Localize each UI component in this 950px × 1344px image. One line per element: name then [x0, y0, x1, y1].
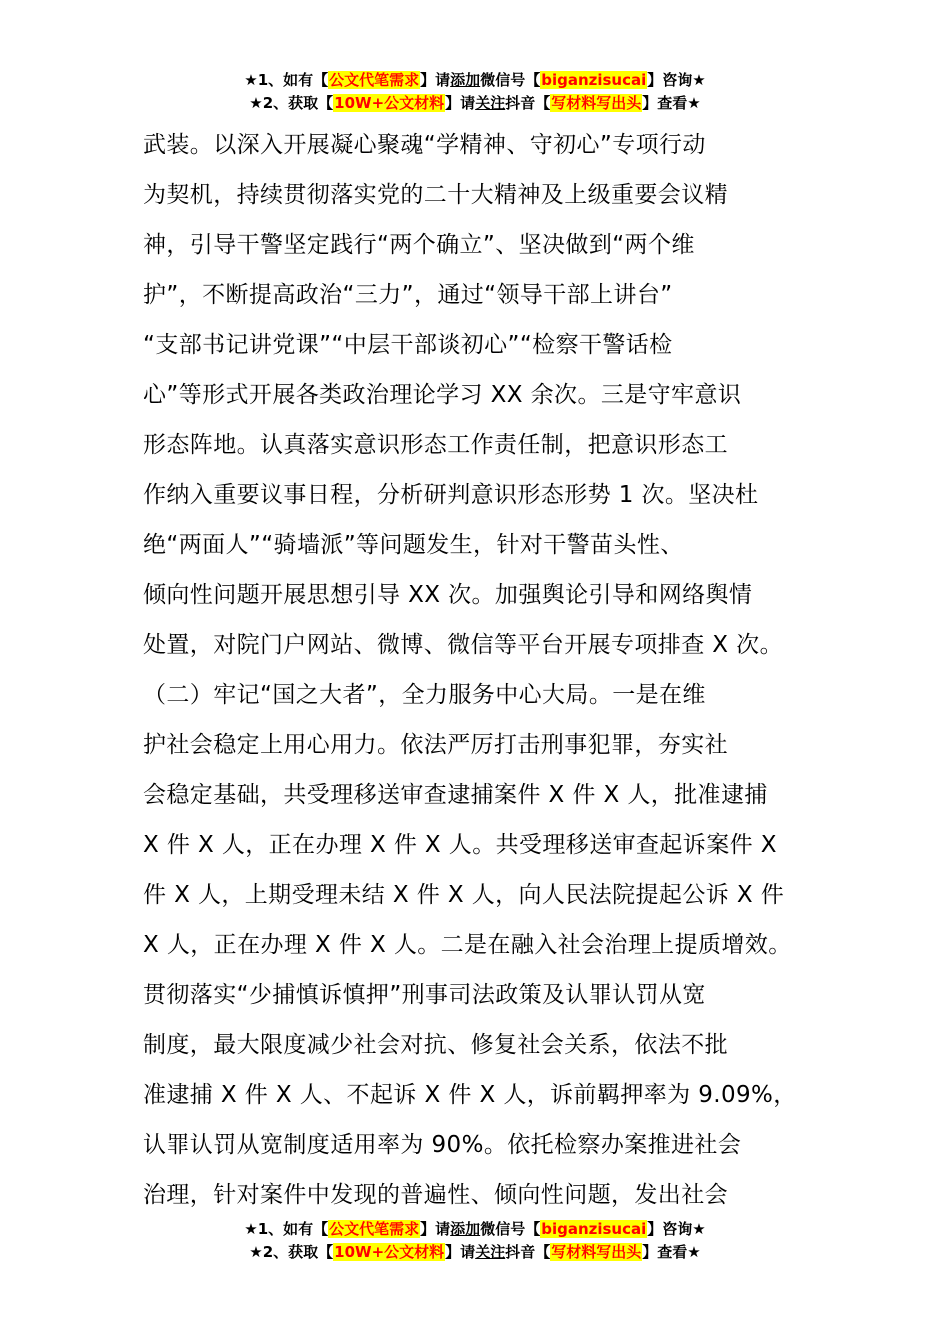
text-line: 绝“两面人”“骑墙派”等问题发生，针对干警苗头性、: [143, 532, 684, 558]
text-line: 会稳定基础，共受理移送审查逮捕案件 X 件 X 人，批准逮捕: [143, 782, 768, 808]
footer-banner: [0, 1218, 950, 1264]
text-line: （二）牢记“国之大者”，全力服务中心大局。一是在维: [143, 682, 706, 708]
text-line: 件 X 人，上期受理未结 X 件 X 人，向人民法院提起公诉 X 件: [143, 882, 785, 908]
star-icon: ★: [687, 94, 701, 112]
star-icon: ★: [244, 71, 258, 89]
banner-text: 】请: [445, 94, 476, 112]
star-icon: ★: [244, 1220, 258, 1238]
text-line: 神，引导干警坚定践行“两个确立”、坚决做到“两个维: [143, 232, 695, 258]
star-icon: ★: [687, 1243, 701, 1261]
text-line: 准逮捕 X 件 X 人、不起诉 X 件 X 人，诉前羁押率为 9.09%，: [143, 1082, 797, 1108]
text-line: 贯彻落实“少捕慎诉慎押”刑事司法政策及认罪认罚从宽: [143, 982, 706, 1008]
text-line: 护社会稳定上用心用力。依法严厉打击刑事犯罪，夯实社: [143, 732, 728, 758]
banner-text: 】请: [420, 1220, 451, 1238]
banner-text: 2、获取【: [262, 1243, 334, 1261]
text-line: 武装。以深入开展凝心聚魂“学精神、守初心”专项行动: [143, 132, 706, 158]
banner-text: 】咨询: [647, 71, 693, 89]
highlighted-text: 公文代笔需求: [329, 1220, 420, 1238]
header-banner-line-1: [0, 69, 950, 92]
star-icon: ★: [249, 94, 263, 112]
banner-text: 抖音【: [505, 1243, 551, 1261]
banner-text: 1、如有【: [257, 1220, 329, 1238]
document-body: [143, 120, 813, 1220]
footer-banner-line-2: [0, 1241, 950, 1264]
banner-text: 微信号【: [480, 1220, 541, 1238]
star-icon: ★: [249, 1243, 263, 1261]
underlined-text: 关注: [475, 1243, 506, 1261]
text-line: 作纳入重要议事日程，分析研判意识形态形势 1 次。坚决杜: [143, 482, 759, 508]
text-line: 为契机，持续贯彻落实党的二十大精神及上级重要会议精: [143, 182, 728, 208]
banner-text: 】请: [420, 71, 451, 89]
text-line: 认罪认罚从宽制度适用率为 90%。依托检察办案推进社会: [143, 1132, 742, 1158]
footer-banner-line-1: [0, 1218, 950, 1241]
highlighted-text: biganzisucai: [541, 1220, 647, 1238]
banner-text: 】咨询: [647, 1220, 693, 1238]
banner-text: 抖音【: [505, 94, 551, 112]
highlighted-text: 10W+公文材料: [334, 1243, 445, 1261]
underlined-text: 关注: [475, 94, 506, 112]
highlighted-text: 公文代笔需求: [329, 71, 420, 89]
text-line: 治理，针对案件中发现的普遍性、倾向性问题，发出社会: [143, 1182, 728, 1208]
highlighted-text: 10W+公文材料: [334, 94, 445, 112]
text-line: “支部书记讲党课”“中层干部谈初心”“检察干警话检: [143, 332, 673, 358]
text-line: 处置，对院门户网站、微博、微信等平台开展专项排查 X 次。: [143, 632, 783, 658]
star-icon: ★: [692, 1220, 706, 1238]
highlighted-text: 写材料写出头: [551, 1243, 642, 1261]
text-line: 心”等形式开展各类政治理论学习 XX 余次。三是守牢意识: [143, 382, 742, 408]
underlined-text: 添加: [450, 1220, 481, 1238]
header-banner-line-2: [0, 92, 950, 115]
highlighted-text: biganzisucai: [541, 71, 647, 89]
text-line: 倾向性问题开展思想引导 XX 次。加强舆论引导和网络舆情: [143, 582, 753, 608]
text-line: 形态阵地。认真落实意识形态工作责任制，把意识形态工: [143, 432, 728, 458]
banner-text: 】请: [445, 1243, 476, 1261]
header-banner: [0, 69, 950, 115]
underlined-text: 添加: [450, 71, 481, 89]
star-icon: ★: [692, 71, 706, 89]
banner-text: 2、获取【: [262, 94, 334, 112]
text-line: X 人，正在办理 X 件 X 人。二是在融入社会治理上提质增效。: [143, 932, 792, 958]
text-line: 护”，不断提高政治“三力”，通过“领导干部上讲台”: [143, 282, 673, 308]
banner-text: 】查看: [642, 1243, 688, 1261]
highlighted-text: 写材料写出头: [551, 94, 642, 112]
banner-text: 】查看: [642, 94, 688, 112]
text-line: 制度，最大限度减少社会对抗、修复社会关系，依法不批: [143, 1032, 728, 1058]
banner-text: 微信号【: [480, 71, 541, 89]
banner-text: 1、如有【: [257, 71, 329, 89]
text-line: X 件 X 人，正在办理 X 件 X 人。共受理移送审查起诉案件 X: [143, 832, 777, 858]
